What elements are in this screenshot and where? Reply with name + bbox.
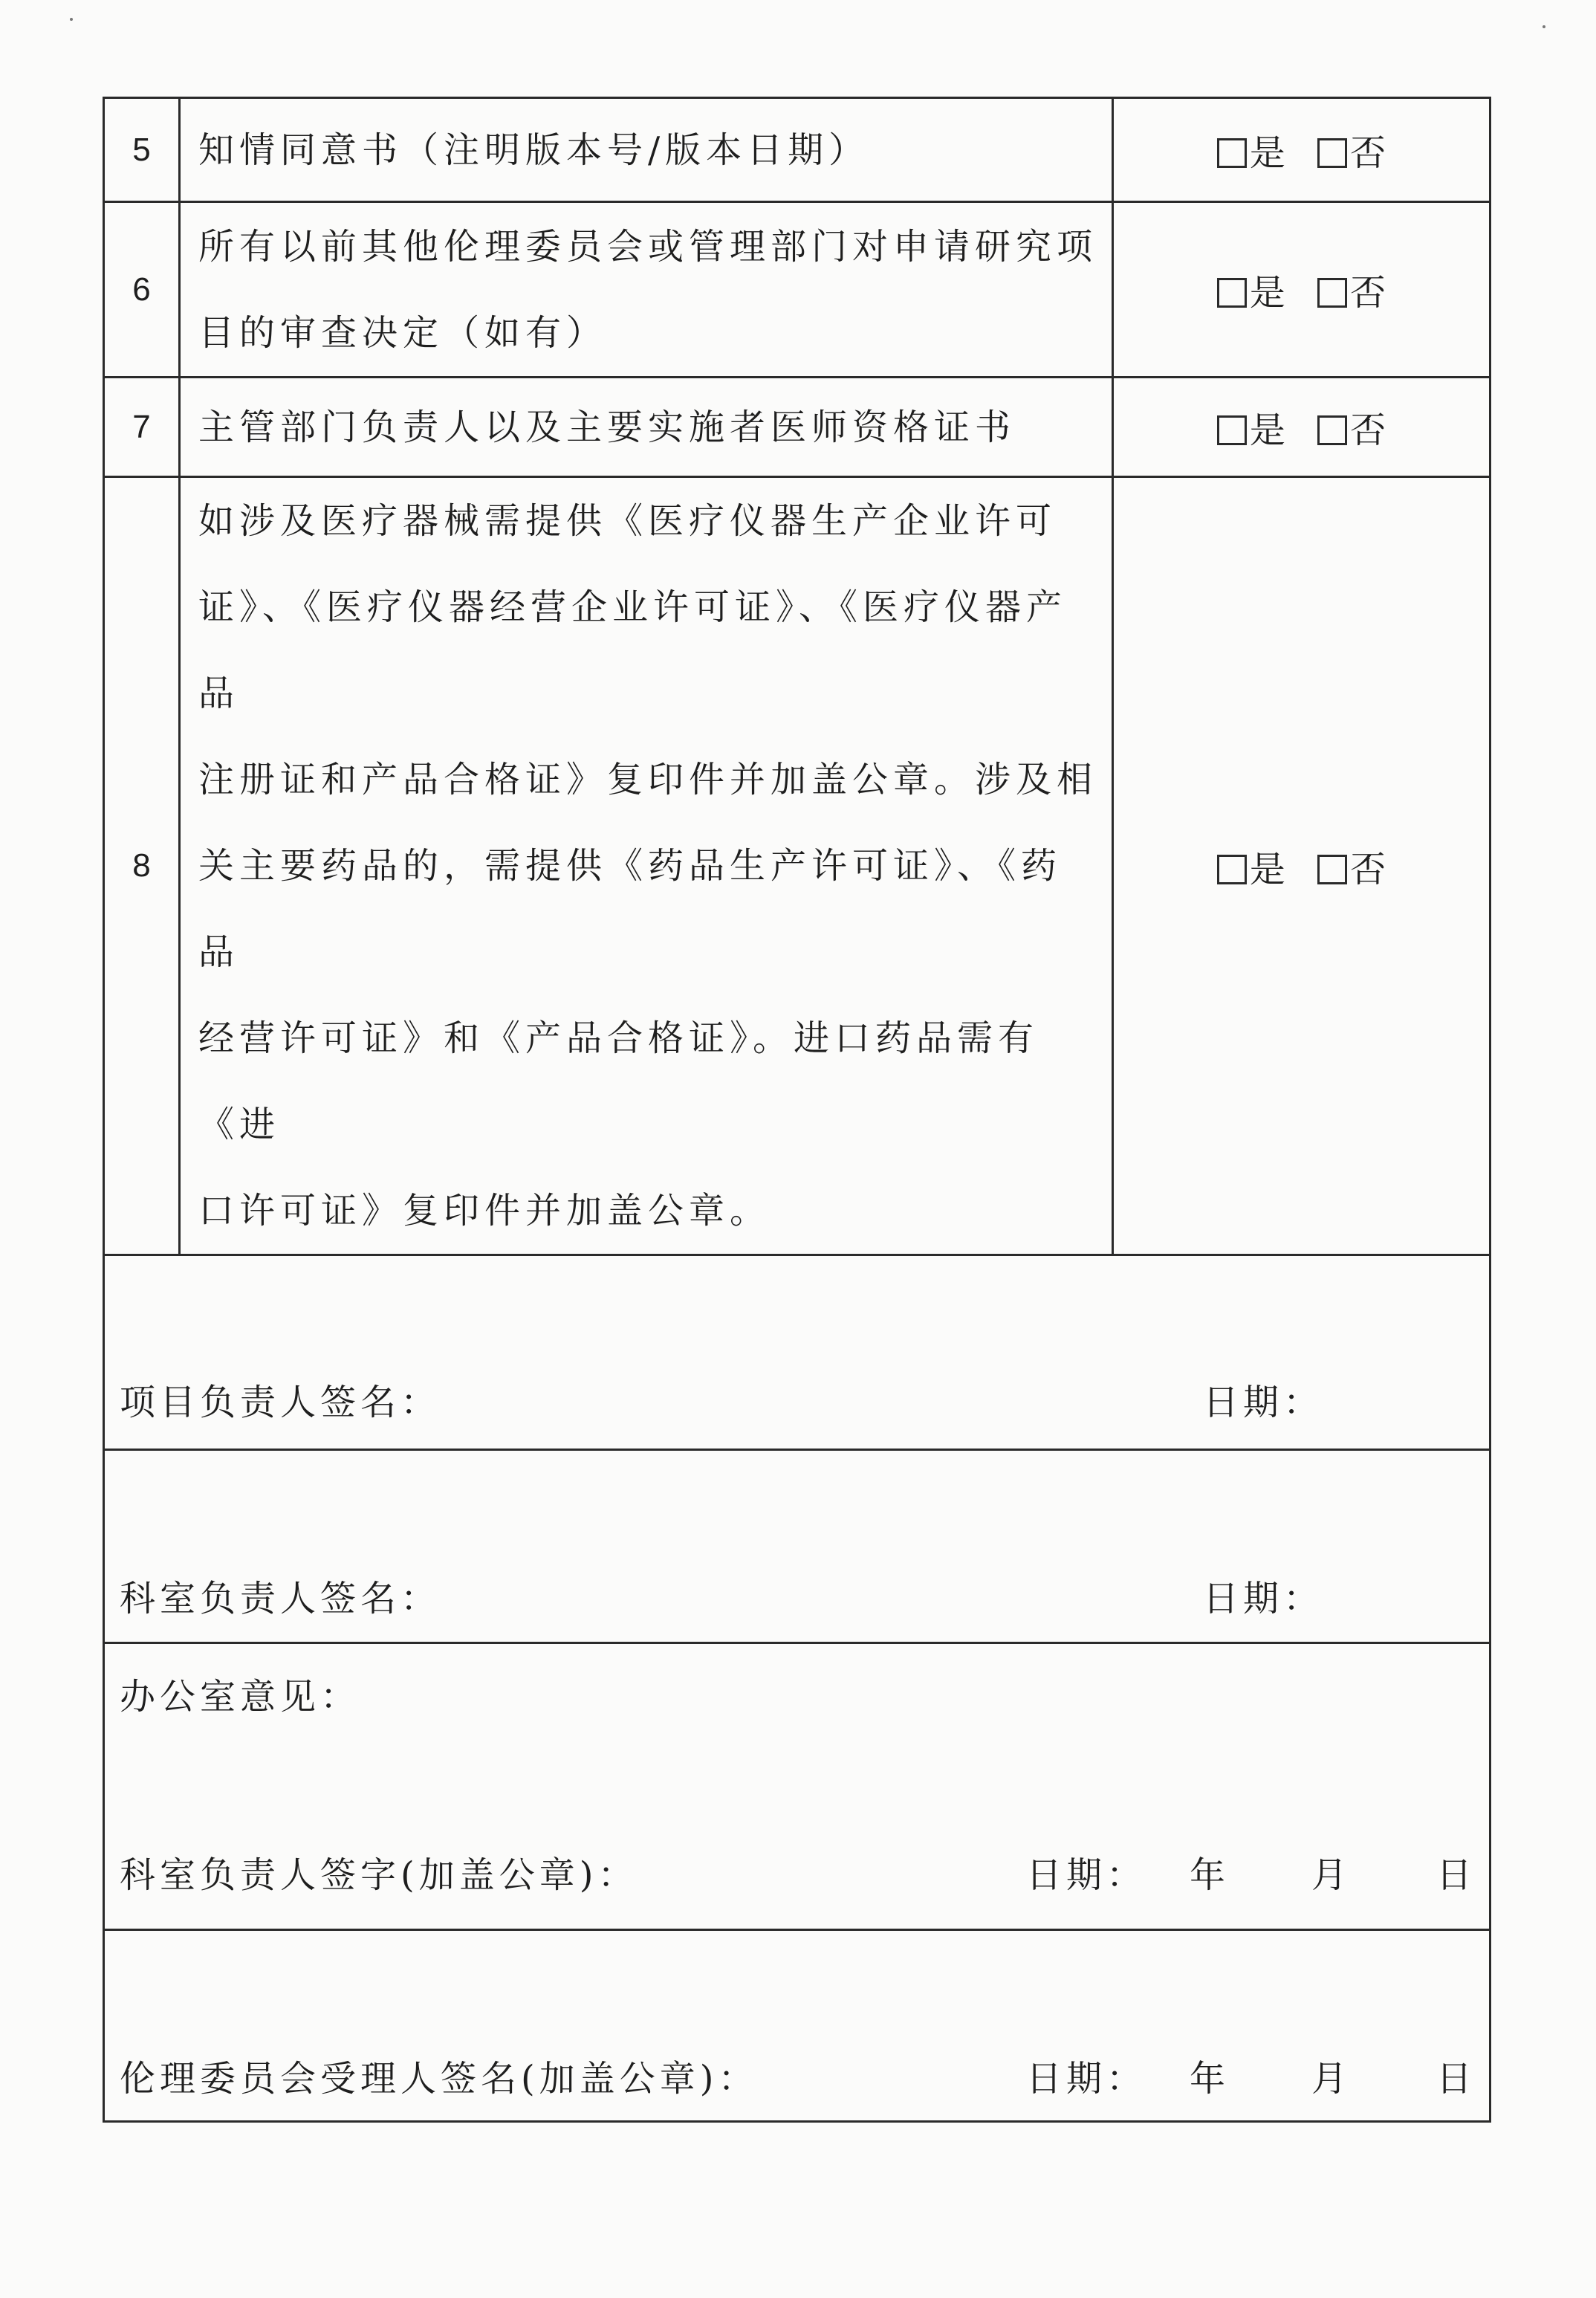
yes-label: 是 [1249, 848, 1285, 890]
description-line: 目的审查决定（如有） [198, 311, 608, 354]
checkbox-icon[interactable] [1317, 138, 1347, 168]
year-label: 年 [1190, 1854, 1230, 1896]
office-opinion-row [104, 1643, 1490, 1930]
yes-option[interactable] [1217, 401, 1285, 453]
year-label: 年 [1190, 2058, 1230, 2100]
signature-cell[interactable] [104, 1450, 1490, 1643]
table-row [104, 98, 1490, 202]
row-description [180, 378, 1113, 477]
yes-option[interactable] [1217, 124, 1285, 175]
yes-no-options [1113, 202, 1490, 378]
no-option[interactable] [1317, 264, 1386, 315]
row-description [180, 98, 1113, 202]
office-opinion-cell[interactable] [104, 1643, 1490, 1930]
no-label: 否 [1350, 132, 1386, 174]
checkbox-icon[interactable] [1217, 415, 1247, 445]
description-line: 主管部门负责人以及主要实施者医师资格证书 [198, 406, 1016, 448]
signature-cell[interactable] [104, 1930, 1490, 2122]
no-label: 否 [1350, 848, 1386, 890]
yes-no-options [1113, 477, 1490, 1255]
description-line: 如涉及医疗器械需提供《医疗仪器生产企业许可 [198, 500, 1057, 542]
row-description [180, 202, 1113, 378]
checkbox-icon[interactable] [1317, 855, 1347, 884]
yes-option[interactable] [1217, 264, 1285, 315]
checkbox-icon[interactable] [1217, 138, 1247, 168]
no-option[interactable] [1317, 841, 1386, 892]
description-line: 口许可证》复印件并加盖公章。 [198, 1190, 771, 1231]
office-opinion-label: 办公室意见： [120, 1676, 361, 1718]
description-line: 经营许可证》和《产品合格证》。进口药品需有《进 [198, 1017, 1039, 1145]
table-row [104, 477, 1490, 1255]
signature-cell[interactable] [104, 1255, 1490, 1450]
no-option[interactable] [1317, 124, 1386, 175]
yes-label: 是 [1249, 132, 1285, 174]
no-label: 否 [1350, 272, 1386, 314]
table-row [104, 378, 1490, 477]
dept-leader-seal-label: 科室负责人签字(加盖公章)： [120, 1854, 638, 1896]
description-line: 证》、《医疗仪器经营企业许可证》、《医疗仪器产品 [198, 586, 1068, 714]
row-number: 8 [104, 477, 180, 1255]
yes-no-options [1113, 378, 1490, 477]
table-row [104, 202, 1490, 378]
yes-option[interactable] [1217, 841, 1285, 892]
ethics-receiver-signature-row [104, 1930, 1490, 2122]
dept-leader-signature-row [104, 1450, 1490, 1643]
description-line: 所有以前其他伦理委员会或管理部门对申请研究项 [198, 225, 1098, 268]
date-label: 日期： [1026, 1854, 1147, 1896]
date-label: 日期： [1026, 2058, 1147, 2100]
review-checklist-table [103, 97, 1491, 2123]
description-line: 关主要药品的，需提供《药品生产许可证》、《药品 [198, 845, 1063, 973]
no-option[interactable] [1317, 401, 1386, 453]
yes-label: 是 [1249, 272, 1285, 314]
description-line: 知情同意书（注明版本号/版本日期） [198, 129, 870, 171]
scan-speck [70, 18, 73, 21]
checkbox-icon[interactable] [1317, 415, 1347, 445]
scan-speck [1543, 25, 1545, 28]
checkbox-icon[interactable] [1217, 278, 1247, 308]
row-number: 7 [104, 378, 180, 477]
no-label: 否 [1350, 410, 1386, 451]
month-label: 月 [1311, 1854, 1352, 1896]
month-label: 月 [1311, 2058, 1352, 2100]
row-number: 6 [104, 202, 180, 378]
checkbox-icon[interactable] [1217, 855, 1247, 884]
day-label: 日 [1436, 2058, 1477, 2100]
yes-label: 是 [1249, 410, 1285, 451]
dept-leader-label: 科室负责人签名： [120, 1578, 441, 1619]
day-label: 日 [1436, 1854, 1477, 1896]
checkbox-icon[interactable] [1317, 278, 1347, 308]
row-number: 5 [104, 98, 180, 202]
project-leader-signature-row [104, 1255, 1490, 1450]
yes-no-options [1113, 98, 1490, 202]
date-label: 日期： [1203, 1578, 1324, 1619]
ethics-receiver-label: 伦理委员会受理人签名(加盖公章)： [120, 2058, 759, 2100]
date-label: 日期： [1203, 1382, 1324, 1423]
row-description [180, 477, 1113, 1255]
project-leader-label: 项目负责人签名： [120, 1382, 441, 1423]
description-line: 注册证和产品合格证》复印件并加盖公章。涉及相 [198, 759, 1098, 800]
